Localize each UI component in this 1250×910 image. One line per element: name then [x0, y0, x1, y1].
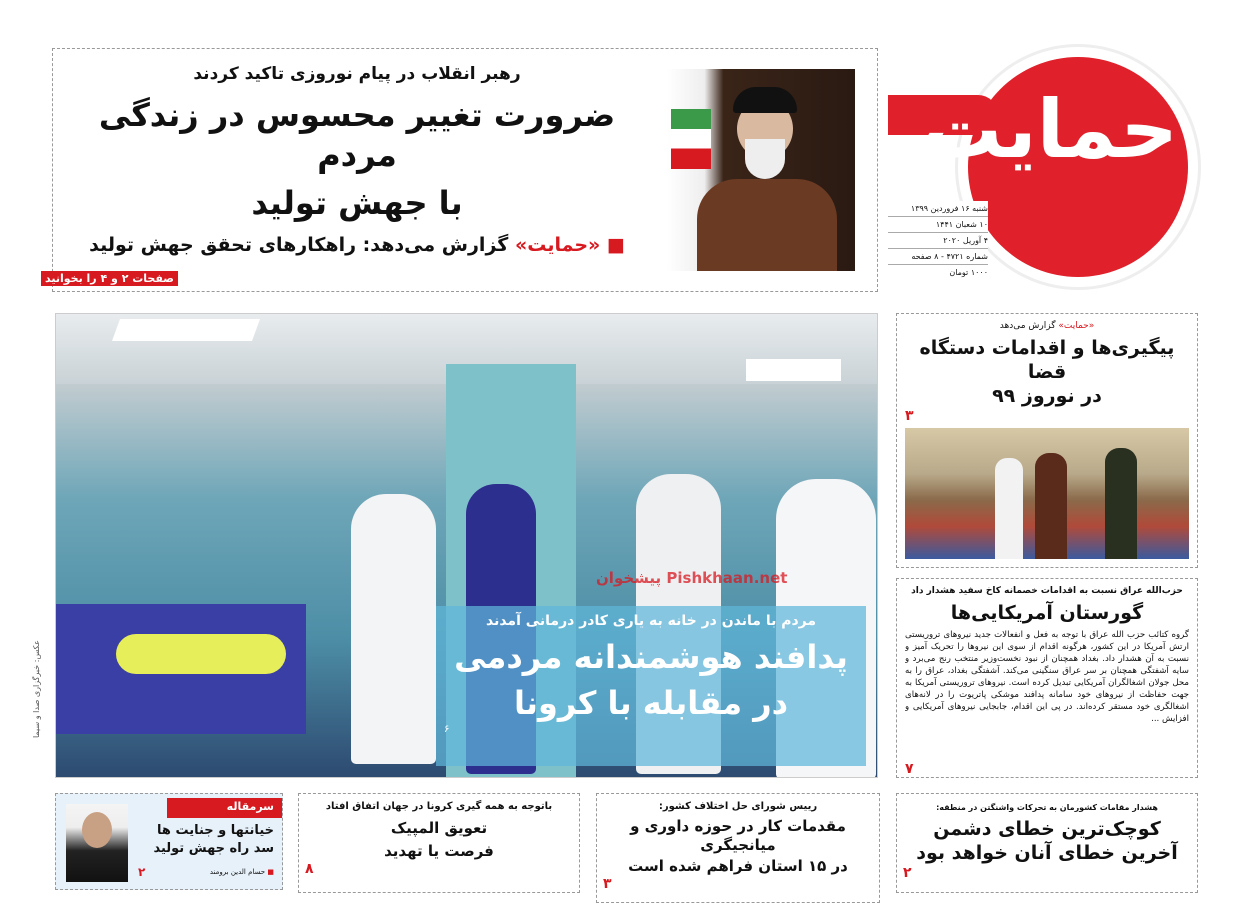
- editorial-headline-1: خیانتها و جنایت ها: [157, 823, 274, 838]
- lead-sub-brand: «حمایت»: [514, 234, 601, 256]
- turban: [733, 87, 797, 113]
- r1-headline-2: در نوروز ۹۹: [992, 385, 1102, 407]
- issue-info: [888, 201, 988, 280]
- beard: [745, 139, 785, 179]
- story-olympics[interactable]: [298, 793, 580, 893]
- robe: [697, 179, 837, 271]
- b4-page-number: ۲: [903, 865, 912, 881]
- editorial[interactable]: [55, 793, 283, 890]
- story-judiciary[interactable]: [896, 313, 1198, 568]
- read-more-badge[interactable]: صفحات ۲ و ۴ را بخوانید: [41, 271, 178, 286]
- date-gregorian: ۴ آوریل ۲۰۲۰: [888, 233, 988, 249]
- lead-sub-text: گزارش می‌دهد: راهکارهای تحقق جهش تولید: [89, 234, 509, 256]
- r2-headline: گورستان آمریکایی‌ها: [950, 602, 1144, 624]
- main-kicker: مردم با ماندن در خانه به یاری کادر درمانی آمدند: [485, 613, 817, 629]
- b2-kicker: باتوجه به همه گیری کرونا در جهان اتفاق افتاد: [325, 801, 553, 812]
- bullet-square-icon: ■: [606, 234, 625, 256]
- r2-body: گروه کتائب حزب الله عراق با توجه به فعل و انفعالات جدید نیروهای تروریستی ارتش آمریکا در این کشور، هرگونه اقدام از سوی این نیروها را تحریک آمیز و نسبت به آن هشدار داد. بغداد همچنان از نبود نخست‌وزیر منتخب رنج می‌برد و سایه آشفتگی همچنان بر سر عراق سنگینی می‌کند. آشفتگی بغداد، عراق را به محل جولان اشغالگران آمریکایی تبدیل کرده است. نیروهای تروریستی آمریکا به جهت حفاظت از نیروهای خود سامانه پدافند موشکی پاتریوت را در لانه‌های اشغالگری خود مستقر کرده‌اند. در پی این اقدام، جابجایی نیروهای آمریکایی و افزایش ...: [905, 630, 1189, 724]
- r2-page-number: ۷: [905, 761, 914, 777]
- lead-headline-1: ضرورت تغییر محسوس در زندگی مردم: [98, 96, 616, 174]
- b2-headline-2: فرصت یا تهدید: [384, 842, 494, 860]
- lead-kicker: رهبر انقلاب در پیام نوروزی تاکید کردند: [193, 64, 521, 84]
- ceiling-light: [112, 319, 260, 341]
- ceiling-light: [746, 359, 841, 381]
- r1-headline-1: پیگیری‌ها و اقدامات دستگاه قضا: [919, 337, 1175, 383]
- price: ۱۰۰۰ تومان: [949, 268, 988, 277]
- b4-headline-1: کوچک‌ترین خطای دشمن: [933, 818, 1161, 840]
- r1-page-number: ۳: [905, 408, 914, 424]
- editorial-text: [138, 822, 274, 880]
- blanket: [116, 634, 286, 674]
- watermark: پیشخوان Pishkhaan.net: [596, 569, 788, 587]
- flag: [671, 109, 711, 169]
- b4-headline-2: آخرین خطای آنان خواهد بود: [916, 842, 1178, 864]
- lead-headline-2: با جهش تولید: [251, 184, 463, 222]
- b3-page-number: ۳: [603, 876, 612, 892]
- editorial-headline-2: سد راه جهش تولید: [153, 841, 274, 856]
- figure-doctor: [995, 458, 1023, 559]
- main-headline-1: پدافند هوشمندانه مردمی: [454, 638, 848, 676]
- lead-text: [59, 63, 655, 257]
- main-headline-2: در مقابله با کرونا: [513, 684, 789, 722]
- lead-story: [45, 48, 878, 292]
- figure-cleric: [1035, 453, 1067, 559]
- b3-headline-1: مقدمات کار در حوزه داوری و میانجیگری: [630, 817, 846, 854]
- b3-headline-2: در ۱۵ استان فراهم شده است: [628, 857, 848, 875]
- b2-headline-1: تعویق المپیک: [390, 819, 488, 837]
- r2-kicker: حزب‌الله عراق نسبت به اقدامات خصمانه کاخ سفید هشدار داد: [911, 586, 1183, 596]
- story-arbitration[interactable]: [596, 793, 880, 903]
- leader-photo: [667, 69, 855, 271]
- date-solar: شنبه ۱۶ فروردین ۱۳۹۹: [888, 201, 988, 217]
- editorial-page-number: ۲: [138, 865, 146, 879]
- b3-kicker: رییس شورای حل اختلاف کشور:: [658, 801, 818, 812]
- judiciary-photo: [905, 428, 1189, 559]
- story-warning[interactable]: [896, 793, 1198, 893]
- health-worker: [351, 494, 436, 764]
- editorial-author: ■ حسام الدین برومند: [209, 868, 274, 876]
- main-page-number: ۶: [444, 724, 450, 735]
- editorial-label: سرمقاله: [167, 798, 282, 818]
- main-photo: [55, 313, 878, 778]
- story-iraq[interactable]: [896, 578, 1198, 778]
- figure-officer: [1105, 448, 1137, 559]
- photo-credit: عکس: خبرگزاری صدا و سیما: [32, 640, 41, 738]
- logo-text: حمایت: [921, 83, 1178, 176]
- lead-subhead: [89, 233, 625, 257]
- date-lunar: ۱۰ شعبان ۱۴۴۱: [888, 217, 988, 233]
- r1-kicker: «حمایت» گزارش می‌دهد: [999, 321, 1095, 331]
- headline-overlay: [436, 606, 866, 766]
- masthead: [888, 45, 1200, 290]
- author-photo: [66, 804, 128, 882]
- author-face: [82, 812, 112, 848]
- issue-number: شماره ۴۷۲۱ - ۸ صفحه: [888, 249, 988, 265]
- b2-page-number: ۸: [305, 861, 314, 877]
- b4-kicker: هشدار مقامات کشورمان به تحرکات واشنگتن در منطقه:: [936, 803, 1158, 812]
